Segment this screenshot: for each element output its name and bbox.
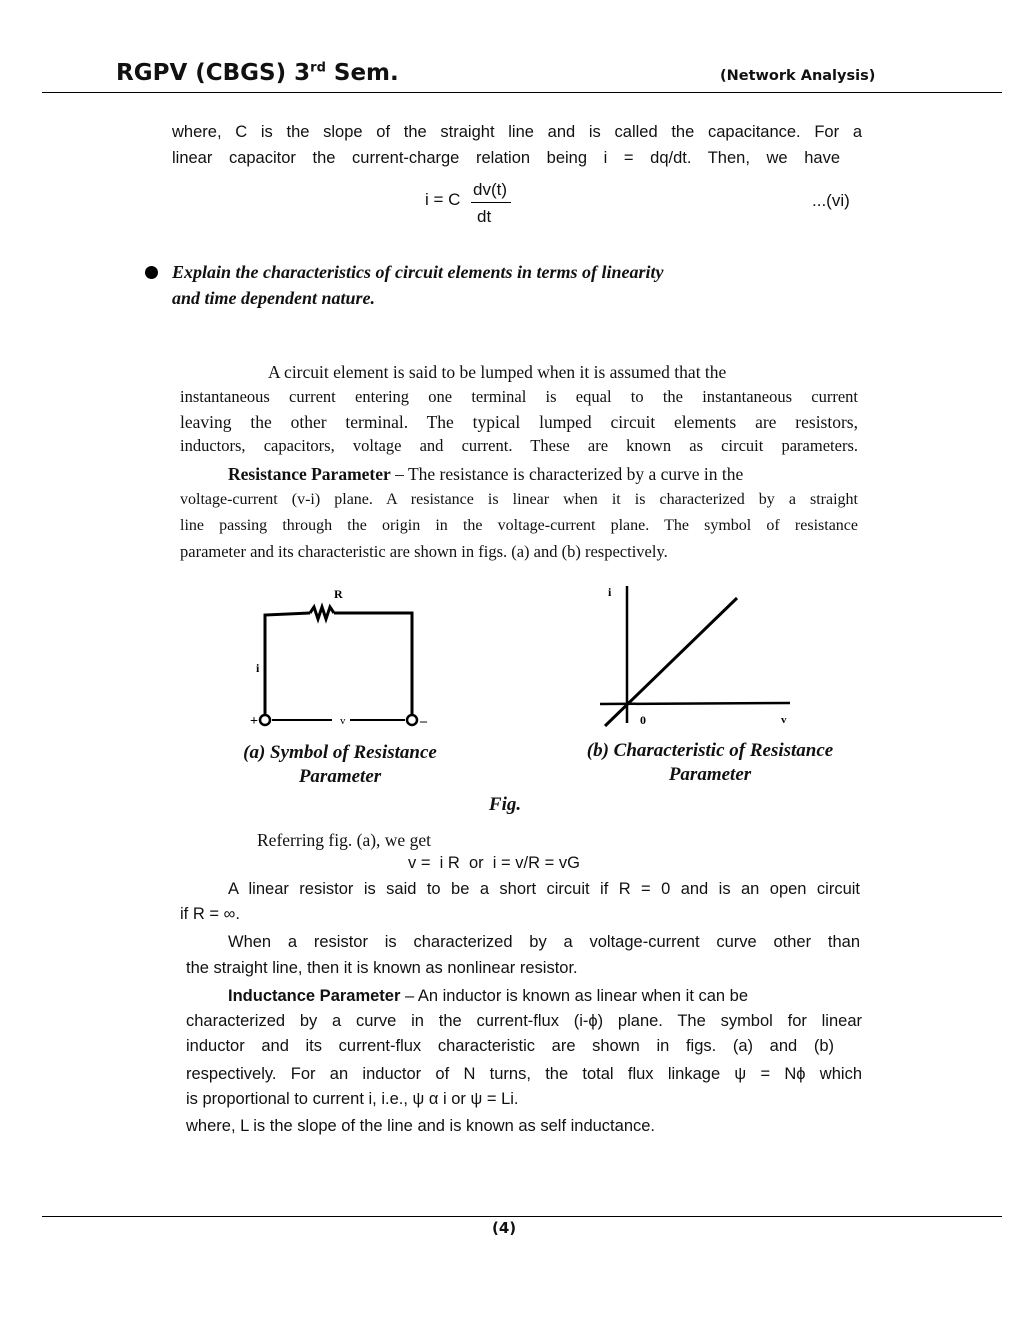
footer-rule (42, 1216, 1002, 1217)
text-line: is proportional to current i, i.e., ψ α i or ψ = Li. (186, 1090, 519, 1108)
resistance-characteristic-figure (590, 578, 810, 728)
text-line: When a resistor is characterized by a voltage-current curve other than (228, 933, 860, 951)
text-line: the straight line, then it is known as nonlinear resistor. (186, 959, 578, 977)
text-line: A circuit element is said to be lumped when it is assumed that the (268, 362, 727, 382)
header-rule (42, 92, 1002, 93)
text-line: inductor and its current-flux characteristic are shown in figs. (a) and (b) (186, 1037, 834, 1055)
resistance-symbol-figure (240, 580, 450, 730)
header-subject: (Network Analysis) (720, 68, 876, 84)
current-label: i (256, 661, 260, 675)
caption-b: (b) Characteristic of Resistance Parameter (586, 740, 834, 785)
text-line: leaving the other terminal. The typical lumped circuit elements are resistors, (180, 412, 858, 432)
r-label: R (334, 587, 343, 601)
fig-label: Fig. (488, 794, 522, 815)
text-line: where, L is the slope of the line and is known as self inductance. (186, 1117, 656, 1135)
equation-label: ...(vi) (812, 191, 850, 210)
equation-lhs: i = C (425, 190, 461, 209)
text-line: where, C is the slope of the straight line and is called the capacitance. For a (172, 123, 862, 141)
text-line: characterized by a curve in the current-flux (i-ϕ) plane. The symbol for linear (186, 1012, 862, 1030)
text-line: instantaneous current entering one terminal is equal to the instantaneous current (180, 387, 858, 406)
text-line: line passing through the origin in the voltage-current plane. The symbol of resistance (180, 517, 858, 534)
i-axis-label: i (608, 585, 612, 599)
header-title: RGPV (CBGS) 3rd Sem. (116, 60, 399, 86)
text-line: Inductance Parameter – An inductor is known as linear when it can be (228, 987, 749, 1005)
voltage-label: v (340, 715, 346, 727)
text-line: respectively. For an inductor of N turns, the total flux linkage ψ = Nϕ which (186, 1065, 862, 1083)
text-line: parameter and its characteristic are shown in figs. (a) and (b) respectively. (180, 542, 668, 561)
text-line: voltage-current (v-i) plane. A resistance is linear when it is characterized by a straight (180, 491, 858, 508)
text-line: Resistance Parameter – The resistance is characterized by a curve in the (228, 464, 744, 484)
bullet-icon (145, 266, 158, 279)
fraction-bar (471, 202, 511, 203)
question-line: Explain the characteristics of circuit elements in terms of linearity (172, 262, 664, 282)
text-line: if R = ∞. (180, 905, 240, 923)
text-line: linear capacitor the current-charge relation being i = dq/dt. Then, we have (172, 149, 840, 167)
formula-line: v = i R or i = v/R = vG (408, 854, 580, 872)
text-line: Referring fig. (a), we get (257, 830, 431, 850)
equation-numerator: dv(t) (473, 180, 507, 199)
text-line: A linear resistor is said to be a short circuit if R = 0 and is an open circuit (228, 880, 860, 898)
origin-label: 0 (640, 713, 646, 727)
caption-a: (a) Symbol of Resistance Parameter (243, 742, 437, 787)
question-line: and time dependent nature. (172, 288, 376, 308)
page-number: (4) (492, 1219, 517, 1237)
equation-denominator: dt (477, 207, 492, 226)
plus-label: + (250, 714, 258, 729)
text-line: inductors, capacitors, voltage and current. These are known as circuit parameters. (180, 436, 858, 455)
minus-label: – (420, 714, 427, 729)
v-axis-label: v (781, 714, 787, 726)
